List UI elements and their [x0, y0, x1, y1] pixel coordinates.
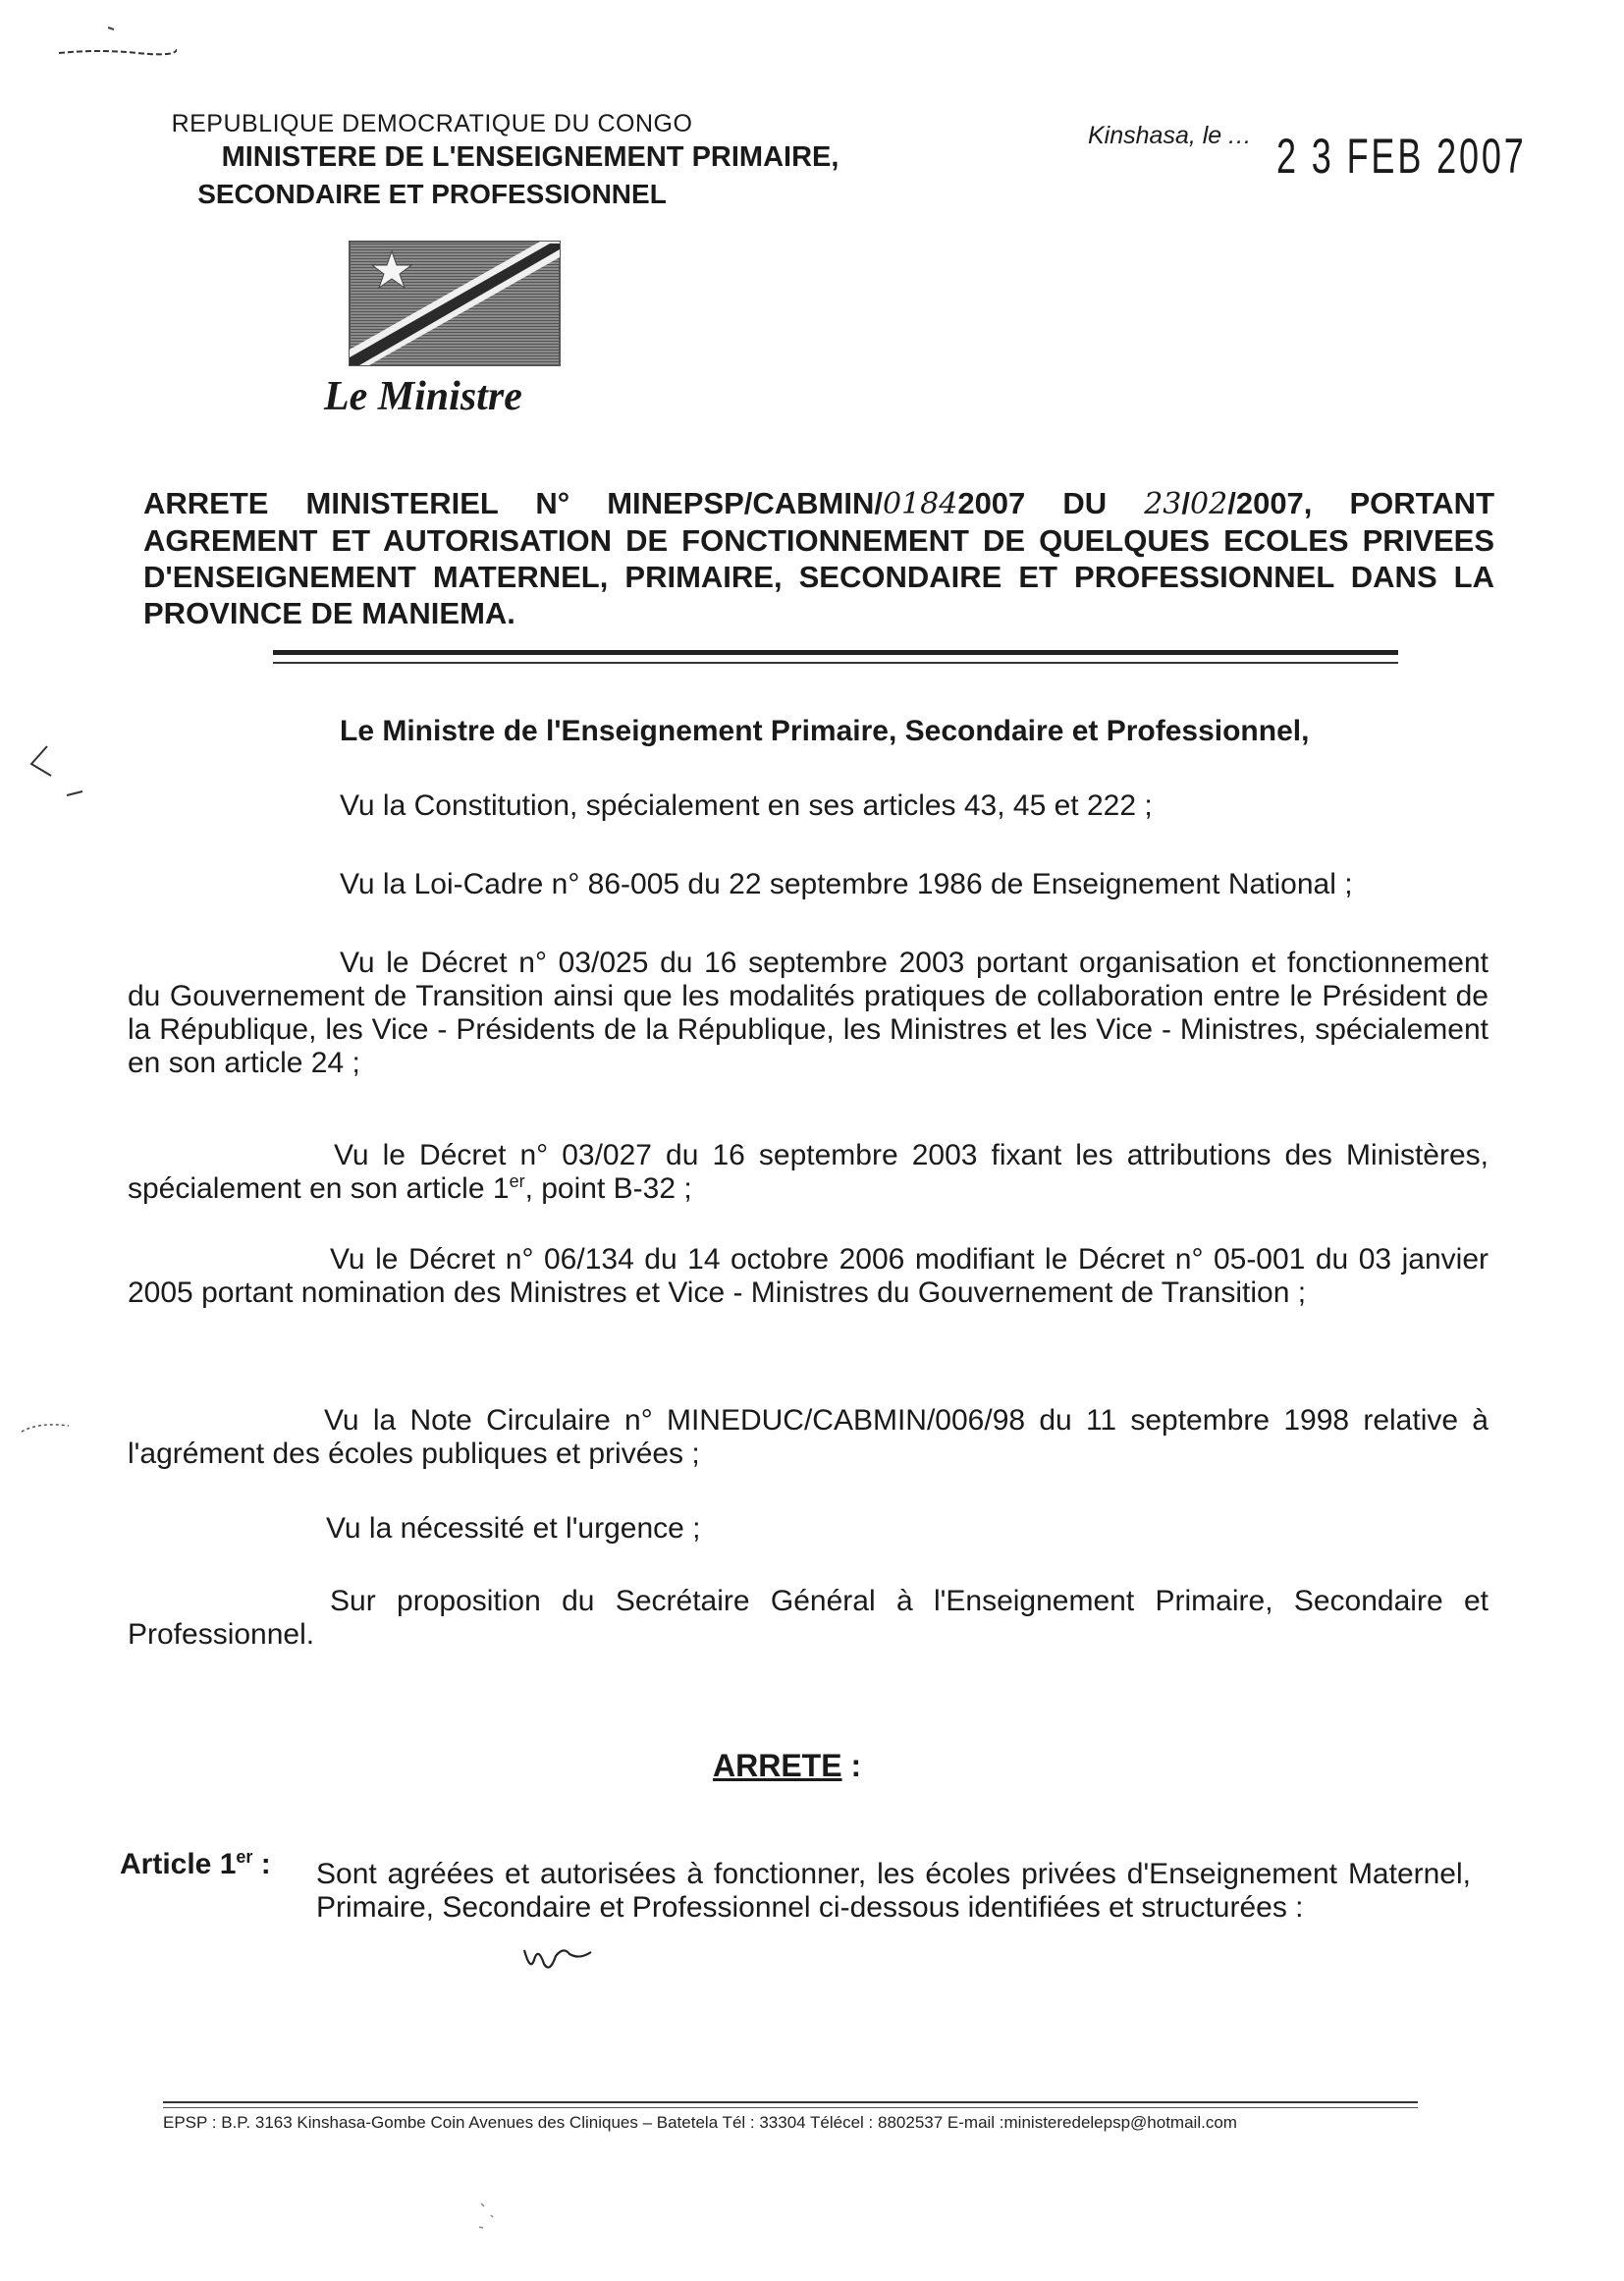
minister-preamble: Le Ministre de l'Enseignement Primaire, Secondaire et Professionnel,: [340, 715, 1310, 747]
handwritten-number: 0184: [882, 487, 958, 521]
place-label: [1088, 122, 1252, 150]
vu-necessite: Vu la nécessité et l'urgence ;: [326, 1512, 701, 1545]
header-ministry: MINISTERE DE L'ENSEIGNEMENT PRIMAIRE,: [221, 141, 839, 173]
article-1-text: Sont agréées et autorisées à fonctionner, les écoles privées d'Enseignement Maternel, Primaire, Secondaire et Professionnel ci-dessous identifiées et structurées :: [316, 1858, 1471, 1924]
scan-mark-left-margin: [18, 738, 96, 807]
sur-proposition: Sur proposition du Secrétaire Général à l'Enseignement Primaire, Secondaire et Professionnel.: [128, 1585, 1489, 1651]
handwritten-initial: [520, 1938, 599, 1978]
date-stamp: 2 3 FEB 2007: [1276, 129, 1527, 184]
title-divider: [273, 650, 1398, 655]
scan-mark-bottom: [471, 2198, 530, 2237]
article-1-label: Article 1er :: [120, 1847, 271, 1880]
vu-note-circulaire: Vu la Note Circulaire n° MINEDUC/CABMIN/006/98 du 11 septembre 1998 relative à l'agrément des écoles publiques et privées ;: [128, 1404, 1489, 1470]
header-ministry-2: SECONDAIRE ET PROFESSIONNEL: [197, 179, 667, 209]
signatory-title: Le Ministre: [324, 374, 522, 419]
vu-decret-134: Vu le Décret n° 06/134 du 14 octobre 2006 modifiant le Décret n° 05-001 du 03 janvier 2005 portant nomination des Ministres et Vice - Ministres du Gouvernement de Transition ;: [128, 1243, 1489, 1309]
vu-decret-025: Vu le Décret n° 03/025 du 16 septembre 2003 portant organisation et fonctionnement du Gouvernement de Transition ainsi que les modalités pratiques de collaboration entre le Président de la République, les Vice - Présidents de la République, les Ministres et les Vice - Ministres, spécialement en son article 24 ;: [128, 947, 1489, 1079]
place-dots: ...: [1228, 122, 1252, 149]
scan-mark-top-left: [39, 20, 177, 59]
title-divider-thin: [273, 662, 1398, 664]
vu-constitution: Vu la Constitution, spécialement en ses articles 43, 45 et 222 ;: [340, 789, 1153, 822]
vu-decret-027: Vu le Décret n° 03/027 du 16 septembre 2003 fixant les attributions des Ministères, spécialement en son article 1er, point B-32 ;: [128, 1139, 1489, 1205]
handwritten-month: 02: [1190, 487, 1228, 521]
flag-emblem: [348, 240, 562, 367]
arrete-heading: ARRETE :: [713, 1748, 862, 1783]
scan-mark-left-lower: [20, 1418, 79, 1438]
footer-divider: [163, 2101, 1418, 2103]
handwritten-day: 23: [1144, 487, 1182, 521]
footer-divider-thin: [163, 2107, 1418, 2108]
vu-loi-cadre: Vu la Loi-Cadre n° 86-005 du 22 septembre 1986 de Enseignement National ;: [340, 868, 1353, 900]
footer-address: EPSP : B.P. 3163 Kinshasa-Gombe Coin Avenues des Cliniques – Batetela Tél : 33304 Télécel : 8802537 E-mail :ministeredelepsp@hotmail.com: [163, 2113, 1237, 2132]
place-text: Kinshasa, le: [1088, 122, 1222, 149]
decree-title: ARRETE MINISTERIEL N° MINEPSP/CABMIN/01842007 DU 23/02/2007, PORTANT AGREMENT ET AUTORISATION DE FONCTIONNEMENT DE QUELQUES ECOLES PRIVEES D'ENSEIGNEMENT MATERNEL, PRIMAIRE, SECONDAIRE ET PROFESSIONNEL DANS LA PROVINCE DE MANIEMA.: [143, 486, 1495, 630]
header-republic: REPUBLIQUE DEMOCRATIQUE DU CONGO: [171, 110, 693, 137]
